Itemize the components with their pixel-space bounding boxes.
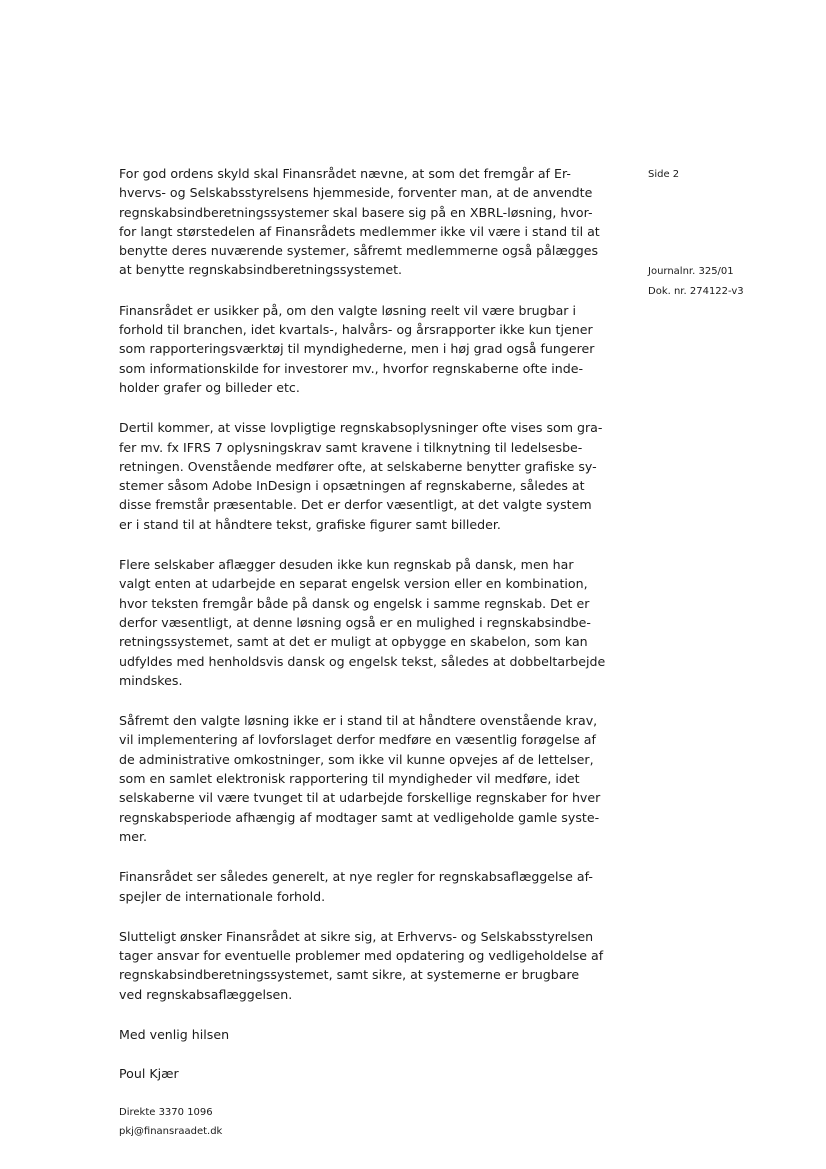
paragraph-line: Såfremt den valgte løsning ikke er i stand til at håndtere ovenstående krav,	[119, 713, 598, 729]
document-reference	[648, 262, 744, 301]
paragraph	[119, 927, 619, 1004]
paragraph-line: regnskabsindberetningssystemet, samt sikre, at systemerne er brugbare	[119, 967, 580, 983]
paragraph-line: for langt størstedelen af Finansrådets medlemmer ikke vil være i stand til at	[119, 223, 600, 239]
paragraph-line: vil implementering af lovforslaget derfor medføre en væsentlig forøgelse af	[119, 732, 596, 748]
paragraph-line: Flere selskaber aflægger desuden ikke kun regnskab på dansk, men har	[119, 557, 574, 573]
paragraph	[119, 301, 619, 397]
email-address: pkj@finansraadet.dk	[119, 1125, 223, 1137]
paragraph-line: hvervs- og Selskabsstyrelsens hjemmeside, forventer man, at de anvendte	[119, 185, 593, 201]
paragraph-line: mindskes.	[119, 672, 183, 688]
paragraph-line: mer.	[119, 828, 148, 844]
letter-body	[119, 164, 619, 1141]
paragraph-line: at benytte regnskabsindberetningssystemet.	[119, 262, 403, 278]
paragraph-line: Dertil kommer, at visse lovpligtige regnskabsoplysninger ofte vises som gra-	[119, 420, 603, 436]
paragraph-line: ved regnskabsaflæggelsen.	[119, 986, 293, 1002]
paragraph	[119, 555, 619, 690]
page-number: Side 2	[648, 169, 680, 180]
paragraph-line: forhold til branchen, idet kvartals-, halvårs- og årsrapporter ikke kun tjener	[119, 322, 593, 338]
paragraph-line: regnskabsindberetningssystemer skal basere sig på en XBRL-løsning, hvor-	[119, 204, 593, 220]
paragraph-line: spejler de internationale forhold.	[119, 888, 326, 904]
paragraph-line: holder grafer og billeder etc.	[119, 379, 300, 395]
paragraph-line: disse fremstår præsentable. Det er derfor væsentligt, at det valgte system	[119, 497, 592, 513]
paragraph-line: derfor væsentligt, at denne løsning også er en mulighed i regnskabsindbe-	[119, 614, 591, 630]
paragraph-line: er i stand til at håndtere tekst, grafiske figurer samt billeder.	[119, 516, 501, 532]
paragraph-line: Finansrådet er usikker på, om den valgte løsning reelt vil være brugbar i	[119, 302, 576, 318]
paragraph-line: Slutteligt ønsker Finansrådet at sikre sig, at Erhvervs- og Selskabsstyrelsen	[119, 928, 594, 944]
paragraph	[119, 711, 619, 846]
paragraph-line: retningssystemet, samt at det er muligt at opbygge en skabelon, som kan	[119, 634, 588, 650]
letter-paragraphs	[119, 164, 619, 1004]
direct-phone: Direkte 3370 1096	[119, 1106, 213, 1118]
paragraph	[119, 418, 619, 534]
paragraph-line: de administrative omkostninger, som ikke vil kunne opvejes af de lettelser,	[119, 751, 594, 767]
signer-name: Poul Kjær	[119, 1066, 179, 1082]
paragraph-line: udfyldes med henholdsvis dansk og engelsk tekst, således at dobbeltarbejde	[119, 653, 606, 669]
paragraph-line: regnskabsperiode afhængig af modtager samt at vedligeholde gamle syste-	[119, 809, 600, 825]
paragraph-line: som informationskilde for investorer mv., hvorfor regnskaberne ofte inde-	[119, 360, 584, 376]
paragraph-line: stemer såsom Adobe InDesign i opsætningen af regnskaberne, således at	[119, 478, 585, 494]
closing-greeting: Med venlig hilsen	[119, 1026, 230, 1042]
paragraph-line: hvor teksten fremgår både på dansk og engelsk i samme regnskab. Det er	[119, 595, 590, 611]
paragraph-line: Finansrådet ser således generelt, at nye regler for regnskabsaflæggelse af-	[119, 869, 593, 885]
contact-details	[119, 1103, 619, 1142]
paragraph-line: tager ansvar for eventuelle problemer med opdatering og vedligeholdelse af	[119, 948, 604, 964]
paragraph-line: For god ordens skyld skal Finansrådet nævne, at som det fremgår af Er-	[119, 166, 571, 181]
paragraph-line: retningen. Ovenstående medfører ofte, at selskaberne benytter grafiske sy-	[119, 458, 597, 474]
paragraph-line: benytte deres nuværende systemer, såfremt medlemmerne også pålægges	[119, 243, 599, 259]
paragraph-line: som en samlet elektronisk rapportering til myndigheder vil medføre, idet	[119, 771, 580, 787]
paragraph	[119, 867, 619, 906]
paragraph-line: selskaberne vil være tvunget til at udarbejde forskellige regnskaber for hver	[119, 790, 601, 806]
paragraph-line: fer mv. fx IFRS 7 oplysningskrav samt kravene i tilknytning til ledelsesbe-	[119, 439, 583, 455]
paragraph-line: som rapporteringsværktøj til myndighederne, men i høj grad også fungerer	[119, 341, 595, 357]
paragraph-line: valgt enten at udarbejde en separat engelsk version eller en kombination,	[119, 576, 588, 592]
document-number: Dok. nr. 274122-v3	[648, 285, 744, 297]
journal-number: Journalnr. 325/01	[648, 266, 734, 277]
paragraph	[119, 164, 619, 280]
